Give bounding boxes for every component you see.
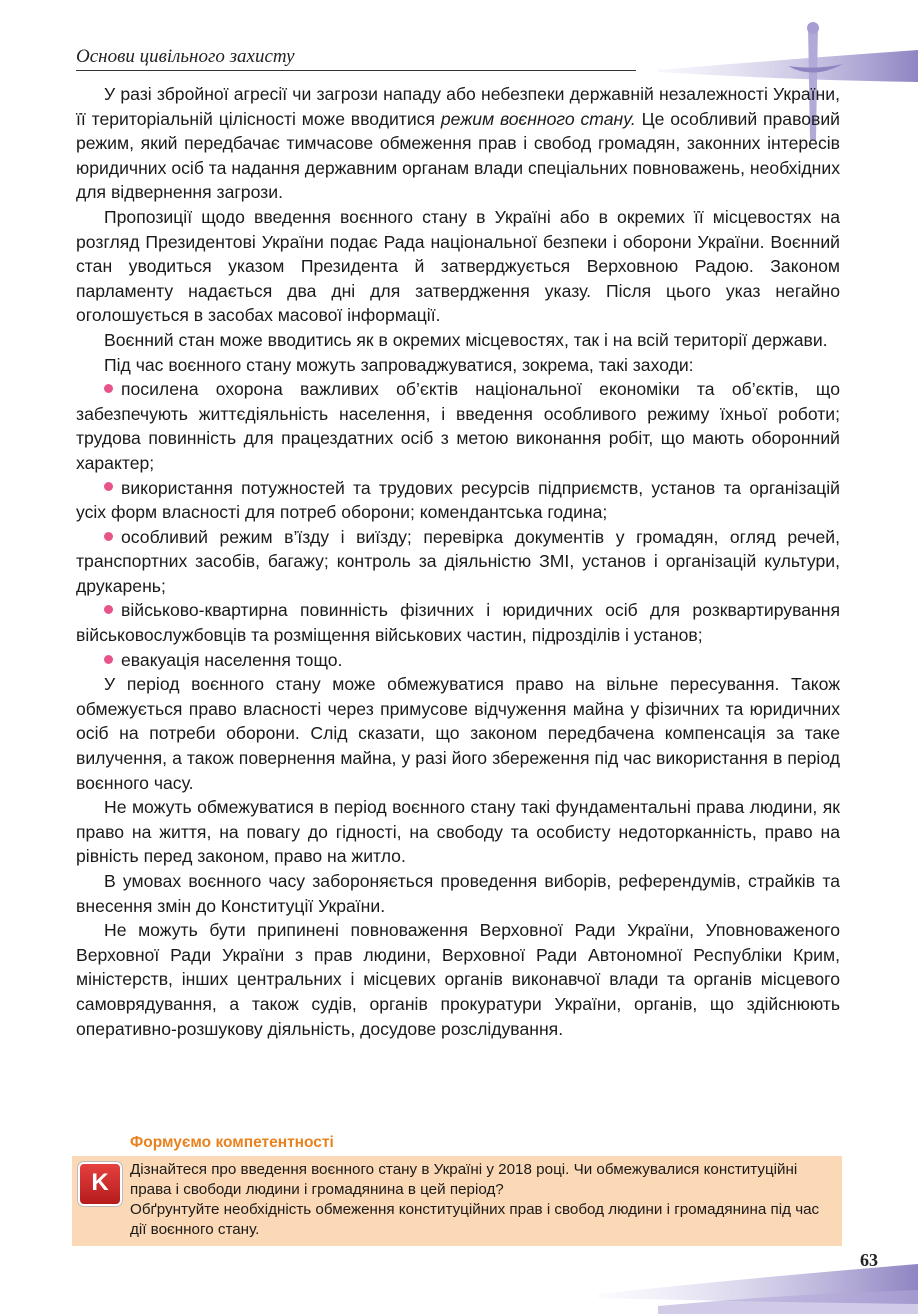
- main-text: [76, 82, 840, 1041]
- paragraph: Воєнний стан може вводитись як в окремих місцевостях, так і на всій території держави.: [104, 329, 828, 350]
- page-number: 63: [860, 1250, 878, 1270]
- paragraph: У період воєнного стану може обмежуватися право на вільне пересування. Також обмежується право власності через примусове відчуження майна у фізичних та юридичних осіб на потреби оборони. Слід сказати, що законом передбачена компенсація за таке вилучення, а також повернення майна, у разі його збереження під час використання в період воєнного часу.: [76, 674, 840, 793]
- competence-task: Обґрунтуйте необхідність обмеження конституційних прав і свобод людини і громадянина під час дії воєнного стану.: [130, 1201, 820, 1238]
- page-header: [76, 44, 636, 71]
- list-item: військово-квартирна повинність фізичних і юридичних осіб для розквартирування військовослужбовців та розміщення військових частин, підрозділів і установ;: [76, 600, 840, 646]
- competence-section: [72, 1134, 842, 1246]
- bullet-icon: [104, 532, 113, 541]
- paragraph: У разі збройної агресії чи загрози нападу або небезпеки державній незалежності України, її територіальній цілісності може вводитися режим воєнного стану. Це особливий правовий режим, який передбачає тимчасове обмеження прав і свобод громадян, законних інтересів юридичних осіб та надання державним органам влади спеціальних повноважень, необхідних для відвернення загрози.: [76, 84, 841, 203]
- competence-task: Дізнайтеся про введення воєнного стану в Україні у 2018 році. Чи обмежувалися конституційні права і свободи людини і громадянина в цей період?: [130, 1161, 798, 1198]
- bullet-icon: [104, 605, 113, 614]
- list-item: використання потужностей та трудових ресурсів підприємств, установ та організацій усіх форм власності для потреб оборони; комендантська година;: [76, 477, 840, 523]
- bullet-icon: [104, 482, 113, 491]
- competence-k-icon: K: [78, 1162, 122, 1206]
- paragraph: Не можуть обмежуватися в період воєнного стану такі фундаментальні права людини, як право на життя, на повагу до гідності, на свободу та особисту недоторканність, право на рівність перед законом, право на житло.: [76, 797, 840, 867]
- competence-box: [72, 1156, 842, 1246]
- paragraph: Під час воєнного стану можуть запроваджуватися, зокрема, такі заходи:: [104, 354, 694, 375]
- emphasis-term: режим воєнного стану.: [440, 108, 636, 129]
- competence-title: Формуємо компетентності: [130, 1134, 334, 1151]
- paragraph: Не можуть бути припинені повноваження Верховної Ради України, Уповноваженого Верховної Ради України з прав людини, Верховної Ради Автономної Республіки Крим, міністерств, інших центральних і місцевих органів виконавчої влади та органів місцевого самоврядування, а також судів, органів прокуратури України, органів, що здійснюють оперативно-розшукову діяльність, досудове розслідування.: [76, 920, 840, 1039]
- bullet-icon: [104, 384, 113, 393]
- header-title: Основи цивільного захисту: [76, 46, 295, 67]
- list-item: евакуація населення тощо.: [76, 648, 840, 673]
- paragraph: Пропозиції щодо введення воєнного стану в Україні або в окремих її місцевостях на розгляд Президентові України подає Рада національної безпеки і оборони України. Воєнний стан уводиться указом Президента й затверджується Верховною Радою. Законом парламенту надається два дні для затвердження указу. Після цього указ негайно оголошується в засобах масової інформації.: [76, 206, 840, 326]
- list-item: особливий режим в’їзду і виїзду; перевірка документів у громадян, огляд речей, транспортних засобів, багажу; контроль за діяльністю ЗМІ, установ і організацій культури, друкарень;: [76, 526, 840, 596]
- list-item: посилена охорона важливих об’єктів національної економіки та об’єктів, що забезпечують життєдіяльність населення, і введення особливого режиму їхньої роботи; трудова повинність для працездатних осіб з метою виконання робіт, що мають оборонний характер;: [76, 379, 840, 473]
- paragraph: В умовах воєнного часу забороняється проведення виборів, референдумів, страйків та внесення змін до Конституції України.: [76, 871, 840, 916]
- bullet-icon: [104, 655, 113, 664]
